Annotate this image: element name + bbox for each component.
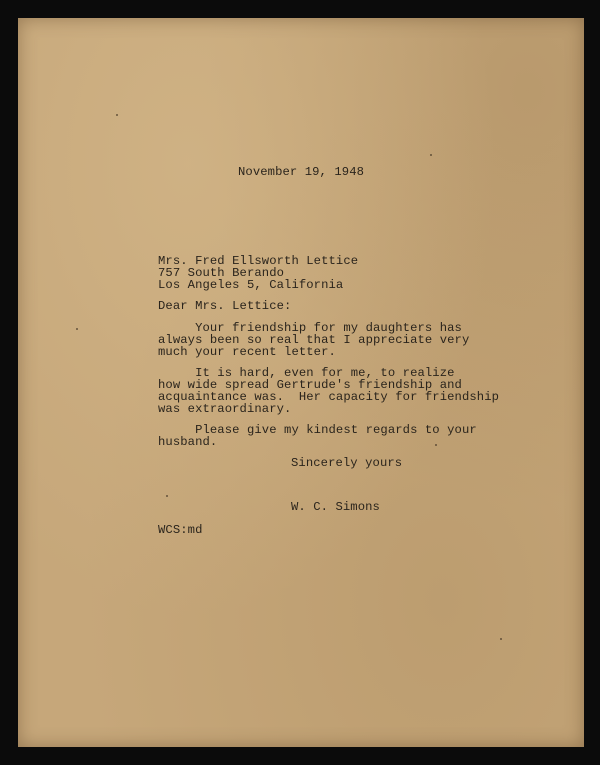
body-line: was extraordinary.: [158, 402, 292, 416]
body-line: how wide spread Gertrude's friendship and: [158, 378, 462, 392]
paper-speck: [116, 114, 118, 116]
recipient-street: 757 South Berando: [158, 266, 285, 280]
paper-speck: [166, 495, 168, 497]
body-line: always been so real that I appreciate very: [158, 333, 470, 347]
recipient-city: Los Angeles 5, California: [158, 278, 344, 292]
paper-speck: [435, 444, 437, 446]
closing: Sincerely yours: [291, 456, 403, 470]
letter-date: November 19, 1948: [238, 165, 365, 179]
paper-speck: [76, 328, 78, 330]
letter-page: [18, 18, 584, 747]
body-line: Your friendship for my daughters has: [158, 321, 462, 335]
salutation: Dear Mrs. Lettice:: [158, 299, 292, 313]
reference-initials: WCS:md: [158, 523, 203, 537]
paper-speck: [430, 154, 432, 156]
body-line: much your recent letter.: [158, 345, 336, 359]
body-line: acquaintance was. Her capacity for friendship: [158, 390, 500, 404]
body-line: Please give my kindest regards to your: [158, 423, 477, 437]
body-line: It is hard, even for me, to realize: [158, 366, 455, 380]
paper-speck: [500, 638, 502, 640]
body-line: husband.: [158, 435, 218, 449]
recipient-name: Mrs. Fred Ellsworth Lettice: [158, 254, 359, 268]
signer-name: W. C. Simons: [291, 500, 380, 514]
